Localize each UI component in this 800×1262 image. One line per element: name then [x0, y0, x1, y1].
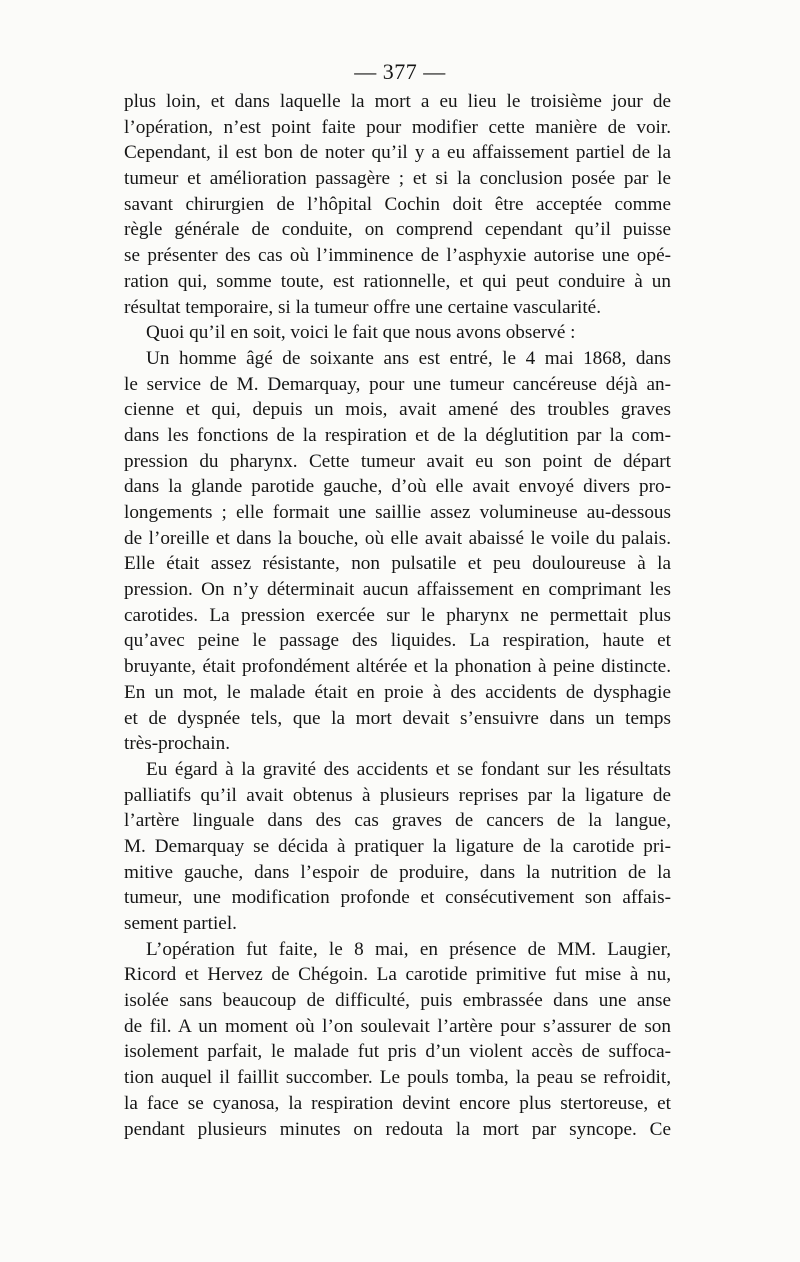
text-line: L’opération fut faite, le 8 mai, en présence de MM. Laugier, — [146, 938, 671, 960]
text-line: pression du pharynx. Cette tumeur avait eu son point de départ — [124, 450, 671, 472]
text-line: et de dyspnée tels, que la mort devait s’ensuivre dans un temps — [124, 707, 671, 729]
text-line: mitive gauche, dans l’espoir de produire, dans la nutrition de la — [124, 861, 671, 883]
text-line: pression. On n’y déterminait aucun affaissement en comprimant les — [124, 579, 671, 601]
text-line: résultat temporaire, si la tumeur offre une certaine vascularité. — [124, 296, 601, 318]
text-line: qu’avec peine le passage des liquides. La respiration, haute et — [124, 630, 671, 652]
text-line: sement partiel. — [124, 913, 237, 934]
text-line: l’opération, n’est point faite pour modifier cette manière de voir. — [124, 116, 671, 138]
text-line: carotides. La pression exercée sur le pharynx ne permettait plus — [124, 604, 671, 626]
text-line: la face se cyanosa, la respiration devint encore plus stertoreuse, et — [124, 1092, 671, 1114]
text-line: le service de M. Demarquay, pour une tumeur cancéreuse déjà an- — [124, 373, 671, 395]
text-line: très-prochain. — [124, 733, 231, 755]
text-line: tumeur et amélioration passagère ; et si la conclusion posée par le — [124, 168, 671, 190]
text-line: Eu égard à la gravité des accidents et se fondant sur les résultats — [146, 758, 671, 780]
text-line: Cependant, il est bon de noter qu’il y a eu affaissement partiel de la — [124, 142, 671, 164]
text-line: ration qui, somme toute, est rationnelle, et qui peut conduire à un — [124, 270, 671, 292]
text-line: isolée sans beaucoup de difficulté, puis embrassée dans une anse — [124, 990, 671, 1012]
text-line: de l’oreille et dans la bouche, où elle avait abaissé le voile du palais. — [124, 527, 671, 549]
text-line: l’artère linguale dans des cas graves de cancers de la langue, — [124, 810, 671, 832]
text-line: longements ; elle formait une saillie assez volumineuse au-dessous — [124, 502, 671, 523]
text-line: Elle était assez résistante, non pulsatile et peu douloureuse à la — [124, 553, 671, 575]
text-line: isolement parfait, le malade fut pris d’un violent accès de suffoca- — [124, 1041, 671, 1063]
text-line: palliatifs qu’il avait obtenus à plusieurs reprises par la ligature de — [124, 784, 671, 806]
text-line: règle générale de conduite, on comprend cependant qu’il puisse — [124, 219, 671, 241]
text-line: de fil. A un moment où l’on soulevait l’artère pour s’assurer de son — [124, 1015, 671, 1037]
body-text — [124, 89, 671, 1142]
text-line: savant chirurgien de l’hôpital Cochin doit être acceptée comme — [124, 193, 671, 215]
text-line: Ricord et Hervez de Chégoin. La carotide primitive fut mise à nu, — [124, 964, 671, 986]
text-line: dans la glande parotide gauche, d’où elle avait envoyé divers pro- — [124, 476, 671, 498]
text-line: bruyante, était profondément altérée et la phonation à peine distincte. — [124, 656, 671, 678]
text-line: Un homme âgé de soixante ans est entré, le 4 mai 1868, dans — [146, 347, 671, 369]
text-line: pendant plusieurs minutes on redouta la mort par syncope. Ce — [124, 1118, 671, 1140]
text-line: En un mot, le malade était en proie à des accidents de dysphagie — [124, 681, 671, 703]
text-line: M. Demarquay se décida à pratiquer la ligature de la carotide pri- — [124, 835, 671, 857]
text-line: cienne et qui, depuis un mois, avait amené des troubles graves — [124, 399, 671, 421]
text-line: se présenter des cas où l’imminence de l’asphyxie autorise une opé- — [124, 245, 671, 267]
text-line: dans les fonctions de la respiration et de la déglutition par la com- — [124, 424, 671, 446]
text-line: plus loin, et dans laquelle la mort a eu lieu le troisième jour de — [124, 91, 671, 112]
text-line: tumeur, une modification profonde et consécutivement son affais- — [124, 887, 671, 909]
text-line: Quoi qu’il en soit, voici le fait que nous avons observé : — [146, 322, 576, 344]
text-line: tion auquel il faillit succomber. Le pouls tomba, la peau se refroidit, — [124, 1067, 671, 1089]
page-number: — 377 — — [354, 59, 446, 84]
